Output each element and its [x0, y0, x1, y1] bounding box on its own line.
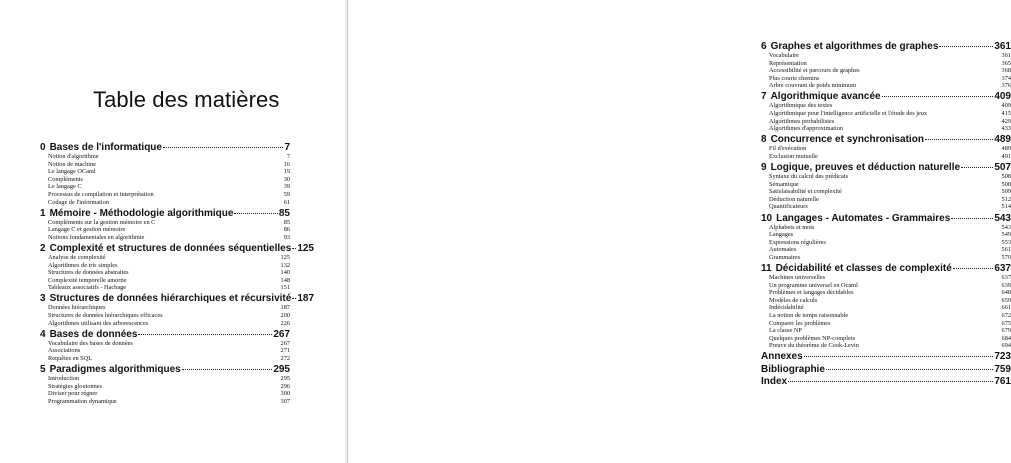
section-title: Algorithmes utilisant des arborescences [48, 319, 149, 327]
section-title: Représentation [769, 59, 807, 67]
section-title: Vocabulaire des bases de données [48, 339, 133, 347]
section-entry[interactable] [40, 304, 290, 312]
section-page: 361 [1001, 52, 1011, 59]
chapter-entry[interactable] [40, 142, 290, 153]
chapter-page: 187 [297, 293, 315, 305]
section-title: Complexité temporelle amortie [48, 276, 127, 284]
chapter-page: 125 [297, 242, 314, 254]
toc-chapter [761, 91, 1011, 132]
toc-chapter [40, 329, 290, 363]
section-page: 376 [1001, 82, 1011, 90]
section-page: 508 [1001, 180, 1011, 188]
chapter-number: 10 [761, 212, 773, 224]
section-entry[interactable] [761, 224, 1011, 232]
section-entry[interactable] [40, 383, 290, 391]
section-entry[interactable] [761, 304, 1011, 312]
section-title: Indécidabilité [769, 304, 804, 312]
toc-right-column [761, 41, 1011, 389]
section-page: 579 [1001, 253, 1011, 261]
section-page: 226 [280, 319, 290, 327]
section-page: 85 [283, 218, 290, 226]
section-title: Fil d'exécution [769, 145, 807, 153]
appendix-page: 759 [994, 363, 1011, 375]
section-entry[interactable] [761, 125, 1011, 133]
section-page: 93 [283, 233, 290, 241]
section-entry[interactable] [40, 312, 290, 320]
section-title: Quelques problèmes NP-complets [769, 334, 856, 342]
section-page: 59 [283, 190, 290, 198]
section-entry[interactable] [40, 347, 290, 355]
section-page: 39 [283, 183, 290, 191]
section-page: 549 [1001, 231, 1011, 239]
chapter-entry[interactable] [761, 263, 1011, 274]
section-entry[interactable] [761, 188, 1011, 196]
chapter-number: 1 [40, 207, 46, 219]
section-page: 374 [1001, 74, 1011, 82]
appendix-entry[interactable] [761, 351, 1011, 362]
section-title: Machines universelles [769, 273, 826, 281]
section-title: Notion d'algorithme [48, 153, 99, 160]
section-page: 512 [1001, 195, 1011, 203]
section-page: 679 [1001, 327, 1011, 335]
toc-chapter [761, 162, 1011, 211]
appendix-title: Index [761, 376, 788, 388]
left-page [0, 0, 345, 463]
section-entry[interactable] [40, 199, 290, 207]
section-entry[interactable] [761, 118, 1011, 126]
dot-leader [804, 356, 994, 357]
section-title: Automates [769, 246, 797, 254]
section-entry[interactable] [40, 390, 290, 398]
section-page: 300 [280, 390, 290, 398]
chapter-title: Graphes et algorithmes de graphes [770, 41, 939, 52]
dot-leader [882, 96, 994, 97]
section-page: 271 [280, 347, 290, 355]
section-page: 661 [1001, 304, 1011, 312]
section-page: 491 [1001, 152, 1011, 160]
section-title: Programmation dynamique [48, 397, 117, 405]
section-title: Requêtes en SQL [48, 354, 93, 362]
chapter-entry[interactable] [761, 213, 1011, 224]
dot-leader [925, 139, 993, 140]
chapter-heading [761, 263, 952, 274]
section-entry[interactable] [761, 297, 1011, 305]
section-page: 561 [1001, 246, 1011, 254]
section-entry[interactable] [761, 60, 1011, 68]
section-title: Sémantique [769, 180, 799, 188]
chapter-page: 637 [994, 262, 1011, 274]
chapter-entry[interactable] [40, 208, 290, 219]
chapter-heading [761, 41, 938, 52]
chapter-heading [40, 208, 233, 219]
appendix-title: Annexes [761, 351, 803, 363]
section-page: 675 [1001, 319, 1011, 327]
section-page: 125 [280, 253, 290, 261]
chapter-heading [40, 293, 291, 304]
section-title: Compléments [48, 175, 83, 183]
section-title: Problèmes et langages décidables [769, 289, 854, 297]
section-page: 553 [1001, 238, 1011, 246]
section-entry[interactable] [761, 239, 1011, 247]
section-title: Tableaux associatifs - Hachage [48, 284, 127, 292]
section-entry[interactable] [761, 335, 1011, 343]
section-title: Arbre couvrant de poids minimum [769, 82, 857, 90]
section-title: Données hiérarchiques [48, 304, 106, 312]
section-page: 429 [1001, 117, 1011, 125]
chapter-page: 507 [994, 162, 1011, 174]
section-entry[interactable] [761, 52, 1011, 60]
chapter-page: 361 [994, 41, 1011, 52]
section-entry[interactable] [761, 254, 1011, 262]
dot-leader [953, 268, 994, 269]
toc-chapter [40, 242, 314, 292]
section-entry[interactable] [761, 289, 1011, 297]
section-entry[interactable] [40, 161, 290, 169]
chapter-title: Structures de données hiérarchiques et récursivité [49, 293, 292, 305]
section-entry[interactable] [761, 153, 1011, 161]
chapter-page: 267 [273, 328, 290, 340]
chapter-heading [40, 364, 181, 375]
toc-chapter [40, 293, 315, 327]
chapter-heading [40, 329, 137, 340]
section-title: Exclusion mutuelle [769, 152, 818, 160]
chapter-number: 8 [761, 134, 767, 146]
section-entry[interactable] [761, 75, 1011, 83]
chapter-page: 409 [994, 91, 1011, 103]
chapter-heading [761, 213, 950, 224]
chapter-entry[interactable] [761, 91, 1011, 102]
section-page: 7 [286, 153, 290, 160]
dot-leader [292, 298, 296, 299]
section-title: Accessibilité et parcours de graphes [769, 67, 860, 75]
toc-chapter [761, 213, 1011, 262]
section-page: 415 [1001, 110, 1011, 118]
section-page: 267 [280, 339, 290, 347]
section-page: 272 [280, 354, 290, 362]
section-title: Le langage OCaml [48, 168, 96, 176]
section-title: Codage de l'information [48, 198, 109, 206]
section-title: Modèles de calculs [769, 296, 818, 304]
section-entry[interactable] [40, 254, 290, 262]
chapter-page: 7 [284, 142, 290, 153]
toc-chapter [40, 208, 290, 242]
toc-chapter [40, 142, 290, 206]
section-page: 187 [280, 304, 290, 312]
chapter-number: 2 [40, 242, 46, 254]
section-entry[interactable] [761, 342, 1011, 350]
section-page: 295 [280, 374, 290, 382]
section-entry[interactable] [761, 173, 1011, 181]
section-entry[interactable] [40, 168, 290, 176]
chapter-title: Complexité et structures de données séquentielles [49, 242, 292, 254]
section-title: Expressions régulières [769, 238, 826, 246]
dot-leader [234, 213, 277, 214]
section-entry[interactable] [40, 191, 290, 199]
section-title: Quantificateurs [769, 203, 808, 211]
section-title: Structures de données hiérarchiques efficaces [48, 312, 163, 319]
dot-leader [788, 381, 993, 382]
chapter-title: Paradigmes algorithmiques [49, 363, 181, 375]
section-entry[interactable] [761, 102, 1011, 110]
section-title: La classe NP [769, 327, 802, 335]
section-page: 16 [283, 160, 290, 168]
chapter-page: 295 [273, 363, 290, 375]
dot-leader [182, 369, 273, 370]
chapter-number: 5 [40, 363, 46, 375]
dot-leader [826, 369, 993, 370]
chapter-entry[interactable] [40, 242, 314, 254]
section-entry[interactable] [40, 355, 290, 363]
section-page: 637 [1001, 273, 1011, 281]
section-entry[interactable] [40, 284, 290, 292]
dot-leader [138, 334, 272, 335]
section-page: 648 [1001, 289, 1011, 297]
section-title: Preuve du théorème de Cook-Levin [769, 342, 859, 350]
chapter-title: Bases de données [49, 328, 138, 340]
chapter-heading [761, 162, 960, 173]
section-title: Grammaires [769, 253, 801, 261]
section-title: Stratégies gloutonnes [48, 382, 103, 390]
chapter-heading [761, 134, 924, 145]
section-entry[interactable] [761, 320, 1011, 328]
gutter-divider [347, 0, 348, 463]
section-page: 543 [1001, 223, 1011, 231]
section-title: Analyse de complexité [48, 253, 106, 261]
section-title: Le langage C [48, 183, 82, 191]
chapter-page: 543 [994, 212, 1011, 224]
section-entry[interactable] [761, 196, 1011, 204]
toc-chapter [761, 41, 1011, 90]
section-entry[interactable] [761, 203, 1011, 211]
section-entry[interactable] [40, 153, 290, 161]
section-entry[interactable] [40, 269, 290, 277]
chapter-number: 3 [40, 293, 46, 305]
chapter-entry[interactable] [40, 329, 290, 340]
section-page: 296 [280, 382, 290, 390]
section-title: Langages [769, 231, 794, 239]
section-entry[interactable] [40, 226, 290, 234]
section-title: Alphabets et mots [769, 223, 815, 231]
section-title: Déduction naturelle [769, 195, 819, 203]
section-page: 365 [1001, 59, 1011, 67]
section-title: Un programme universel en Ocaml [769, 281, 858, 289]
chapter-heading [40, 142, 162, 153]
dot-leader [292, 248, 296, 249]
chapter-heading [761, 91, 881, 102]
section-title: Algorithmique des textes [769, 102, 833, 110]
section-title: Satisfaisabilité et complexité [769, 188, 842, 196]
section-entry[interactable] [40, 176, 290, 184]
section-page: 672 [1001, 311, 1011, 319]
section-entry[interactable] [40, 262, 290, 270]
section-entry[interactable] [761, 67, 1011, 75]
chapter-page: 489 [994, 134, 1011, 146]
section-page: 140 [280, 269, 290, 277]
section-title: Algorithmes de tris simples [48, 261, 118, 269]
chapter-title: Logique, preuves et déduction naturelle [770, 162, 961, 174]
page-title: Table des matières [93, 87, 280, 112]
section-entry[interactable] [761, 82, 1011, 90]
chapter-title: Mémoire - Méthodologie algorithmique [49, 207, 234, 219]
section-page: 639 [1001, 281, 1011, 289]
chapter-title: Bases de l'informatique [49, 142, 162, 153]
chapter-title: Algorithmique avancée [770, 91, 881, 103]
dot-leader [939, 46, 993, 47]
chapter-entry[interactable] [761, 162, 1011, 173]
section-entry[interactable] [761, 327, 1011, 335]
toc-chapter [761, 263, 1011, 350]
chapter-title: Langages - Automates - Grammaires [776, 212, 951, 224]
section-entry[interactable] [761, 282, 1011, 290]
section-entry[interactable] [761, 181, 1011, 189]
section-page: 659 [1001, 296, 1011, 304]
chapter-number: 6 [761, 41, 767, 52]
toc-chapter [40, 364, 290, 405]
chapter-number: 4 [40, 328, 46, 340]
chapter-entry[interactable] [761, 134, 1011, 145]
section-entry[interactable] [40, 219, 290, 227]
chapter-heading [40, 243, 291, 254]
appendix-page: 723 [994, 351, 1011, 363]
section-entry[interactable] [761, 312, 1011, 320]
toc-chapter [761, 134, 1011, 160]
section-page: 433 [1001, 125, 1011, 133]
section-title: Algorithmes probabilistes [769, 117, 835, 125]
section-entry[interactable] [761, 246, 1011, 254]
dot-leader [951, 218, 993, 219]
chapter-entry[interactable] [761, 41, 1011, 52]
section-entry[interactable] [761, 145, 1011, 153]
appendix-entry[interactable] [761, 364, 1011, 375]
chapter-number: 9 [761, 162, 767, 174]
section-page: 368 [1001, 67, 1011, 75]
section-page: 684 [1001, 334, 1011, 342]
section-page: 61 [283, 198, 290, 206]
appendix-title: Bibliographie [761, 363, 825, 375]
section-title: Notion de machine [48, 160, 96, 168]
section-page: 409 [1001, 102, 1011, 110]
section-title: Compléments sur la gestion mémoire en C [48, 218, 156, 226]
section-title: Comparer les problèmes [769, 319, 831, 327]
section-title: Syntaxe du calcul des prédicats [769, 173, 849, 181]
section-title: Langage C et gestion mémoire [48, 226, 126, 234]
chapter-number: 0 [40, 142, 46, 153]
appendix-page: 761 [994, 376, 1011, 388]
section-title: Notions fondamentales en algorithmie [48, 233, 145, 241]
chapter-number: 11 [761, 262, 772, 274]
section-entry[interactable] [40, 398, 290, 406]
dot-leader [163, 147, 283, 148]
chapter-page: 85 [278, 207, 290, 219]
chapter-entry[interactable] [40, 293, 315, 305]
section-entry[interactable] [40, 340, 290, 348]
section-page: 86 [283, 226, 290, 234]
section-page: 514 [1001, 203, 1011, 211]
section-page: 19 [283, 168, 290, 176]
section-page: 508 [1001, 173, 1011, 181]
section-entry[interactable] [40, 320, 290, 328]
dot-leader [961, 167, 993, 168]
section-title: La notion de temps raisonnable [769, 311, 849, 319]
section-title: Vocabulaire [769, 52, 799, 59]
section-page: 200 [280, 312, 290, 319]
section-title: Algorithmique pour l'intelligence artificielle et l'étude des jeux [769, 110, 928, 118]
section-title: Introduction [48, 374, 80, 382]
section-page: 694 [1001, 342, 1011, 350]
section-title: Structures de données abstraites [48, 269, 129, 277]
right-page [350, 0, 1011, 463]
section-title: Processus de compilation et interprétation [48, 190, 154, 198]
section-entry[interactable] [40, 234, 290, 242]
section-title: Plus courts chemins [769, 74, 820, 82]
chapter-number: 7 [761, 91, 767, 103]
section-title: Diviser pour régner [48, 390, 98, 398]
section-entry[interactable] [761, 231, 1011, 239]
section-entry[interactable] [40, 375, 290, 383]
section-page: 132 [280, 261, 290, 269]
toc-left-column [40, 142, 315, 407]
section-page: 509 [1001, 188, 1011, 196]
section-page: 148 [280, 276, 290, 284]
appendix-entry[interactable] [761, 376, 1011, 387]
section-entry[interactable] [40, 183, 290, 191]
section-page: 151 [280, 284, 290, 292]
section-title: Associations [48, 347, 81, 355]
chapter-title: Décidabilité et classes de complexité [775, 262, 952, 274]
section-entry[interactable] [761, 274, 1011, 282]
chapter-title: Concurrence et synchronisation [770, 134, 924, 146]
section-entry[interactable] [761, 110, 1011, 118]
section-page: 307 [280, 397, 290, 405]
chapter-entry[interactable] [40, 364, 290, 375]
section-page: 30 [283, 175, 290, 183]
section-title: Algorithmes d'approximation [769, 125, 844, 133]
section-entry[interactable] [40, 277, 290, 285]
section-page: 489 [1001, 145, 1011, 153]
